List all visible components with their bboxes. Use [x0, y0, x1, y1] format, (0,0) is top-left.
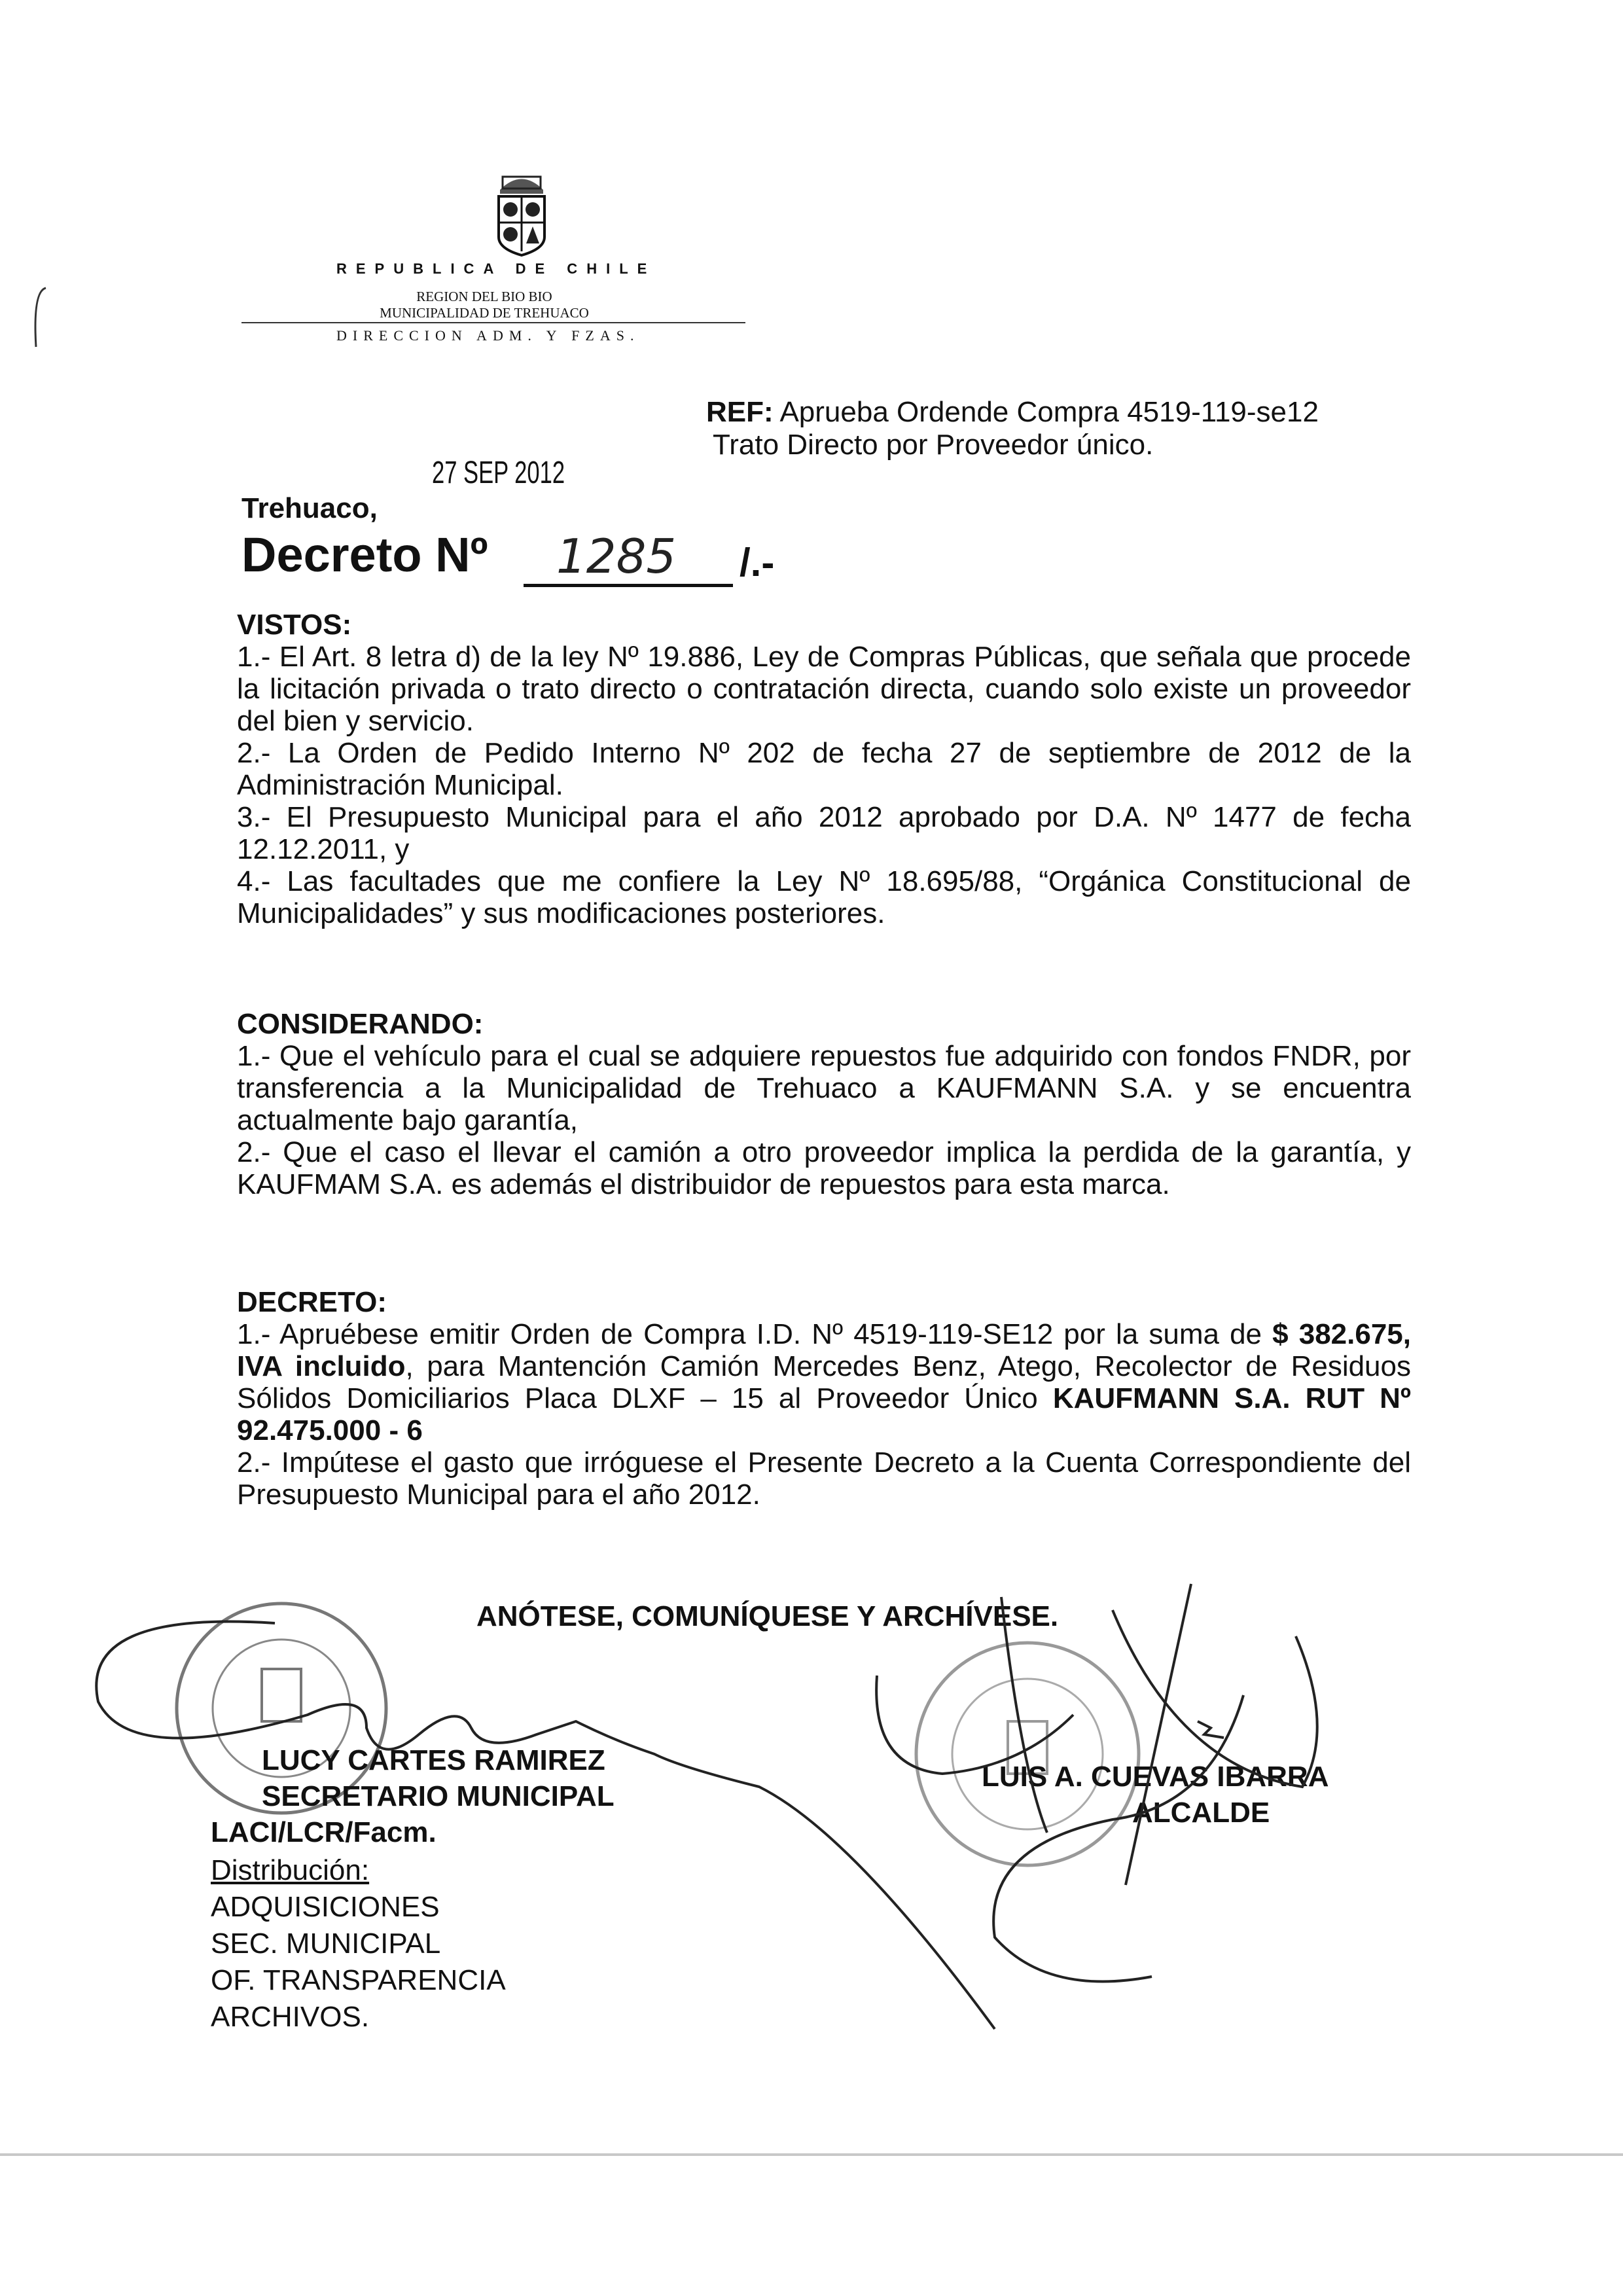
vistos-item: 2.- La Orden de Pedido Interno Nº 202 de fecha 27 de septiembre de 2012 de la Administración Municipal. [237, 737, 1411, 801]
vistos-section [237, 609, 1411, 929]
distribution-item: OF. TRANSPARENCIA [211, 1964, 506, 1996]
decreto-supplier: KAUFMANN S.A. RUT Nº 92.475.000 - 6 [237, 1382, 1412, 1446]
place-label: Trehuaco, [241, 492, 378, 524]
ref-line2: Trato Directo por Proveedor único. [713, 429, 1154, 461]
considerando-item: 2.- Que el caso el llevar el camión a otro proveedor implica la perdida de la garantía, y KAUFMAM S.A. es además el distribuidor de repuestos para esta marca. [237, 1136, 1411, 1200]
decreto-section [237, 1286, 1411, 1511]
margin-mark [20, 275, 59, 353]
considerando-heading: CONSIDERANDO: [237, 1008, 484, 1040]
decree-suffix: /.- [740, 541, 775, 584]
vistos-heading: VISTOS: [237, 609, 352, 641]
distribution-item: ADQUISICIONES [211, 1891, 440, 1923]
decree-number-underline [524, 584, 733, 587]
vistos-item: 4.- Las facultades que me confiere la Ley Nº 18.695/88, “Orgánica Constitucional de Municipalidades” y sus modificaciones posteriores. [237, 865, 1411, 929]
distribution-item: ARCHIVOS. [211, 2001, 370, 2033]
header-municipality: MUNICIPALIDAD DE TREHUACO [380, 305, 589, 321]
considerando-section [237, 1008, 1411, 1200]
closing-formula: ANÓTESE, COMUNÍQUESE Y ARCHÍVESE. [476, 1600, 1059, 1632]
date-stamp: 27 SEP 2012 [432, 456, 565, 490]
distribution-label: Distribución: [211, 1854, 370, 1886]
decreto-item-1-text: 1.- Apruébese emitir Orden de Compra I.D. Nº 4519-119-SE12 por la suma de [237, 1318, 1262, 1350]
ref-line1: Aprueba Ordende Compra 4519-119-se12 [779, 396, 1319, 428]
header-department: DIRECCION ADM. Y FZAS. [336, 327, 640, 344]
decreto-item-2: 2.- Impútese el gasto que irróguese el Presente Decreto a la Cuenta Correspondiente del Presupuesto Municipal para el año 2012. [237, 1446, 1411, 1511]
decreto-amount: $ 382.675, IVA incluido [237, 1318, 1411, 1382]
secretary-name: LUCY CARTES RAMIREZ [262, 1744, 605, 1776]
vistos-item: 3.- El Presupuesto Municipal para el año 2012 aprobado por D.A. Nº 1477 de fecha 12.12.2011, y [237, 801, 1411, 865]
considerando-item: 1.- Que el vehículo para el cual se adquiere repuestos fue adquirido con fondos FNDR, por transferencia a la Municipalidad de Trehuaco a KAUFMANN S.A. y se encuentra actualmente bajo garantía, [237, 1040, 1411, 1136]
decreto-heading: DECRETO: [237, 1286, 387, 1318]
decree-label: Decreto Nº [241, 528, 488, 582]
mayor-name: LUIS A. CUEVAS IBARRA [982, 1761, 1329, 1793]
header-region: REGION DEL BIO BIO [416, 289, 552, 304]
reference-block [706, 396, 1319, 461]
mayor-title: ALCALDE [1132, 1797, 1270, 1829]
header-divider [241, 322, 745, 323]
decreto-item-1 [237, 1318, 1411, 1446]
distribution-block [211, 1852, 506, 2036]
ref-label: REF: [706, 396, 774, 428]
scan-bottom-edge [0, 2153, 1623, 2296]
decreto-item-1-detail: , para Mantención Camión Mercedes Benz, Atego, Recolector de Residuos Sólidos Domiciliarios Placa DLXF – 15 al Proveedor Único [237, 1350, 1412, 1414]
decree-number-handwritten: 1285 [556, 529, 677, 584]
initials: LACI/LCR/Facm. [211, 1816, 437, 1848]
secretary-title: SECRETARIO MUNICIPAL [262, 1780, 615, 1812]
header-country: REPUBLICA DE CHILE [336, 260, 656, 277]
vistos-item: 1.- El Art. 8 letra d) de la ley Nº 19.886, Ley de Compras Públicas, que señala que procede la licitación privada o trato directo o contratación directa, cuando solo existe un proveedor del bien y servicio. [237, 641, 1411, 737]
distribution-item: SEC. MUNICIPAL [211, 1928, 441, 1960]
coat-of-arms-logo [487, 171, 556, 257]
